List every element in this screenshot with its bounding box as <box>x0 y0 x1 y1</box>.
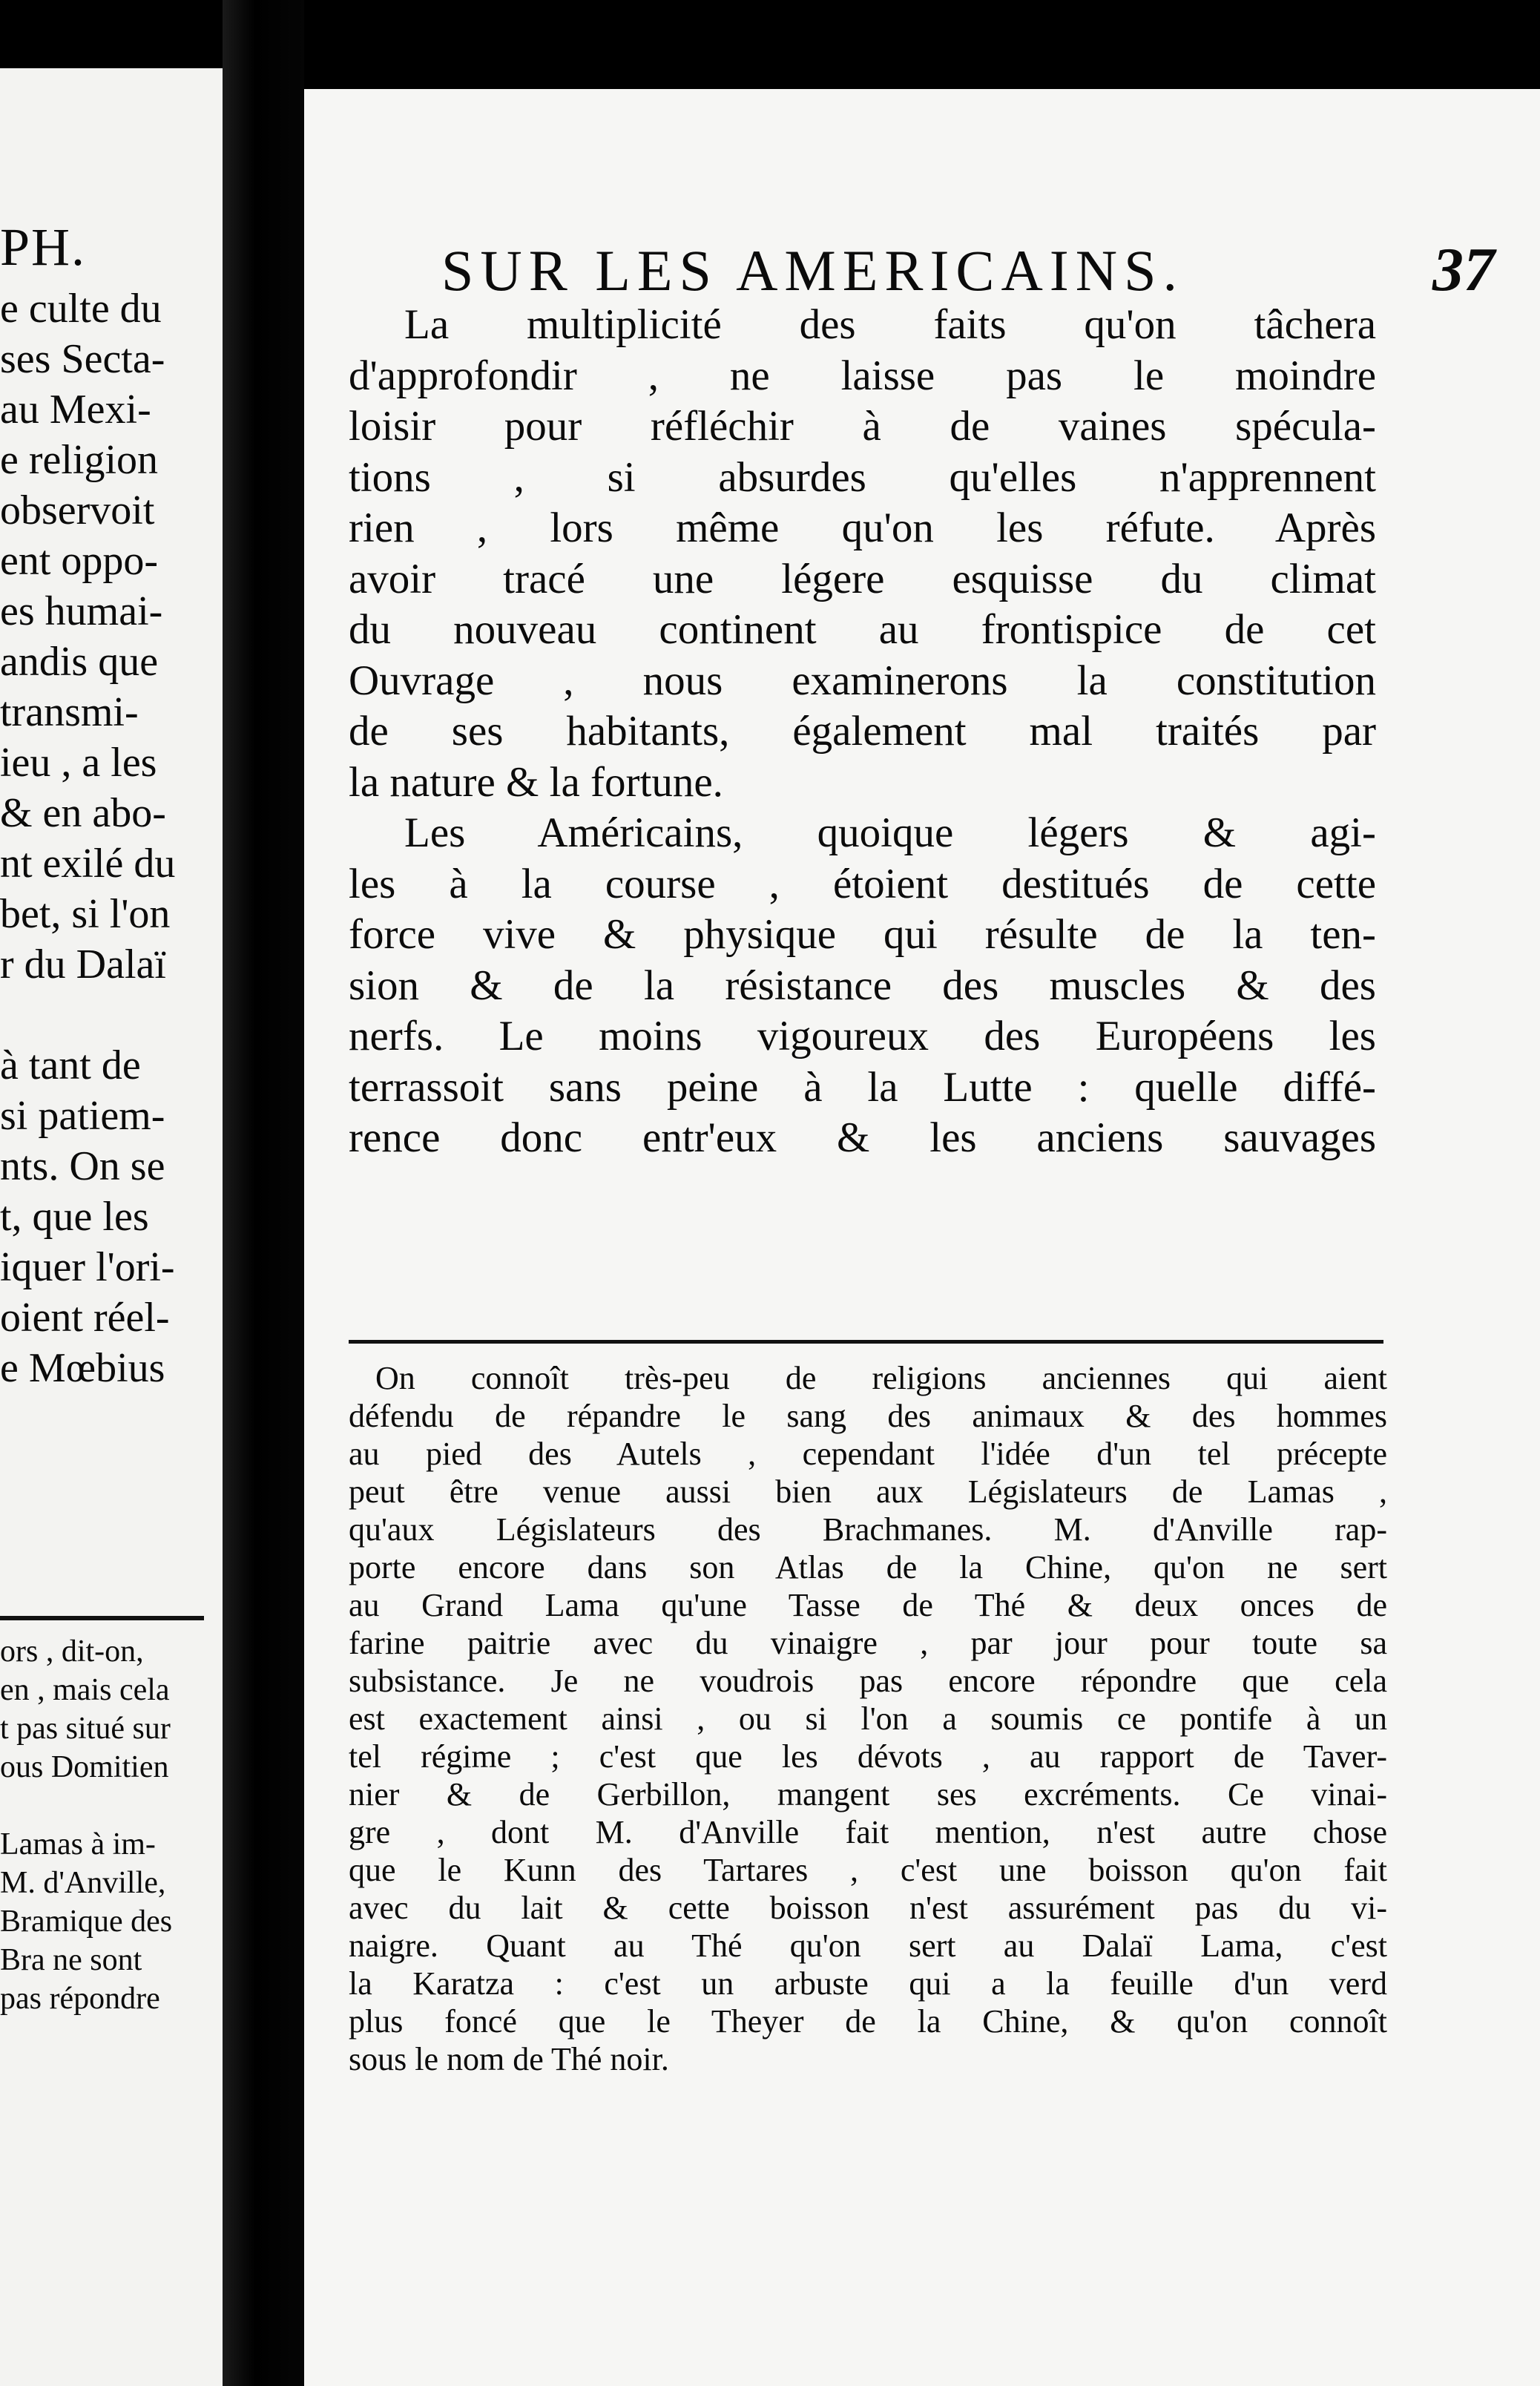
body-line: force vive & physique qui résulte de la ten- <box>349 911 1376 958</box>
note-line: la Karatza : c'est un arbuste qui a la feuille d'un verd <box>349 1965 1387 2002</box>
left-line: à tant de <box>0 1042 141 1088</box>
body-line: de ses habitants, également mal traités par <box>349 708 1376 755</box>
left-footnote-rule <box>0 1616 204 1620</box>
left-line: iquer l'ori- <box>0 1244 175 1290</box>
note-line: tel régime ; c'est que les dévots , au rapport de Taver- <box>349 1738 1387 1775</box>
left-line: si patiem- <box>0 1093 165 1139</box>
left-note-line: ors , dit-on, <box>0 1634 144 1669</box>
note-line: plus foncé que le Theyer de la Chine, & qu'on connoît <box>349 2003 1387 2040</box>
body-line: tions , si absurdes qu'elles n'apprennent <box>349 453 1376 501</box>
body-line: avoir tracé une légere esquisse du climat <box>349 555 1376 602</box>
note-line: au pied des Autels , cependant l'idée d'un tel précepte <box>349 1436 1387 1472</box>
left-line: e culte du <box>0 286 162 332</box>
left-line: es humai- <box>0 588 163 634</box>
body-line: d'approfondir , ne laisse pas le moindre <box>349 352 1376 399</box>
left-page-fragment <box>0 68 223 2386</box>
left-note-line: t pas situé sur <box>0 1712 171 1746</box>
left-line: ent oppo- <box>0 538 159 584</box>
body-line: la nature & la fortune. <box>349 758 723 806</box>
note-line: On connoît très-peu de religions anciennes qui aient <box>375 1360 1387 1396</box>
note-line: peut être venue aussi bien aux Législateurs de Lamas , <box>349 1473 1387 1510</box>
body-line: terrassoit sans peine à la Lutte : quelle diffé- <box>349 1063 1376 1111</box>
left-running-head: PH. <box>0 217 87 277</box>
note-line: naigre. Quant au Thé qu'on sert au Dalaï Lama, c'est <box>349 1927 1387 1964</box>
note-line: subsistance. Je ne voudrois pas encore répondre que cela <box>349 1663 1387 1699</box>
note-line: défendu de répandre le sang des animaux & des hommes <box>349 1398 1387 1434</box>
footnote-rule <box>349 1340 1383 1344</box>
left-line: ieu , a les <box>0 740 157 786</box>
left-line: au Mexi- <box>0 387 151 433</box>
note-line: qu'aux Législateurs des Brachmanes. M. d'Anville rap- <box>349 1511 1387 1548</box>
running-head <box>441 234 1495 306</box>
note-line: sous le nom de Thé noir. <box>349 2041 669 2077</box>
note-line: que le Kunn des Tartares , c'est une boisson qu'on fait <box>349 1852 1387 1888</box>
note-line: porte encore dans son Atlas de la Chine, qu'on ne sert <box>349 1549 1387 1585</box>
note-line: au Grand Lama qu'une Tasse de Thé & deux onces de <box>349 1587 1387 1623</box>
left-note-line: Bramique des <box>0 1904 173 1939</box>
note-line: nier & de Gerbillon, mangent ses excréments. Ce vinai- <box>349 1776 1387 1812</box>
body-line: loisir pour réfléchir à de vaines spécula- <box>349 403 1376 450</box>
left-line: & en abo- <box>0 790 166 836</box>
running-title: SUR LES AMERICAINS. <box>441 238 1184 303</box>
body-line: Ouvrage , nous examinerons la constitution <box>349 657 1376 704</box>
note-line: est exactement ainsi , ou si l'on a soumis ce pontife à un <box>349 1700 1387 1737</box>
left-note-line: Lamas à im- <box>0 1827 156 1861</box>
left-note-line: Bra ne sont <box>0 1943 142 1977</box>
left-note-line: pas répondre <box>0 1982 160 2016</box>
left-note-line: ous Domitien <box>0 1750 169 1784</box>
book-gutter <box>223 0 304 2386</box>
left-line: observoit <box>0 487 155 533</box>
body-line: sion & de la résistance des muscles & des <box>349 962 1376 1009</box>
left-note-line: M. d'Anville, <box>0 1866 166 1900</box>
note-line: avec du lait & cette boisson n'est assurément pas du vi- <box>349 1890 1387 1926</box>
left-note-line: en , mais cela <box>0 1673 170 1707</box>
left-line: r du Dalaï <box>0 941 166 987</box>
page-number: 37 <box>1432 235 1495 304</box>
footnote-text <box>349 1359 1387 2078</box>
left-line: e religion <box>0 437 159 483</box>
note-line: gre , dont M. d'Anville fait mention, n'est autre chose <box>349 1814 1387 1850</box>
left-line: bet, si l'on <box>0 891 171 937</box>
body-line: du nouveau continent au frontispice de cet <box>349 606 1376 653</box>
left-line: oient réel- <box>0 1295 170 1341</box>
body-line: rence donc entr'eux & les anciens sauvages <box>349 1114 1376 1161</box>
body-line: nerfs. Le moins vigoureux des Européens les <box>349 1013 1376 1059</box>
body-line: rien , lors même qu'on les réfute. Après <box>349 505 1376 551</box>
left-line: transmi- <box>0 689 139 735</box>
body-line: La multiplicité des faits qu'on tâchera <box>404 301 1376 348</box>
left-line: ses Secta- <box>0 336 165 382</box>
left-line: e Mœbius <box>0 1345 165 1391</box>
note-line: farine paitrie avec du vinaigre , par jour pour toute sa <box>349 1625 1387 1661</box>
body-line: les à la course , étoient destitués de cette <box>349 860 1376 907</box>
left-line: t, que les <box>0 1194 149 1240</box>
left-line: andis que <box>0 639 159 685</box>
right-page <box>304 89 1540 2386</box>
body-line: Les Américains, quoique légers & agi- <box>404 809 1376 856</box>
left-line: nt exilé du <box>0 841 176 887</box>
left-line: nts. On se <box>0 1143 165 1189</box>
body-text <box>349 300 1376 1164</box>
